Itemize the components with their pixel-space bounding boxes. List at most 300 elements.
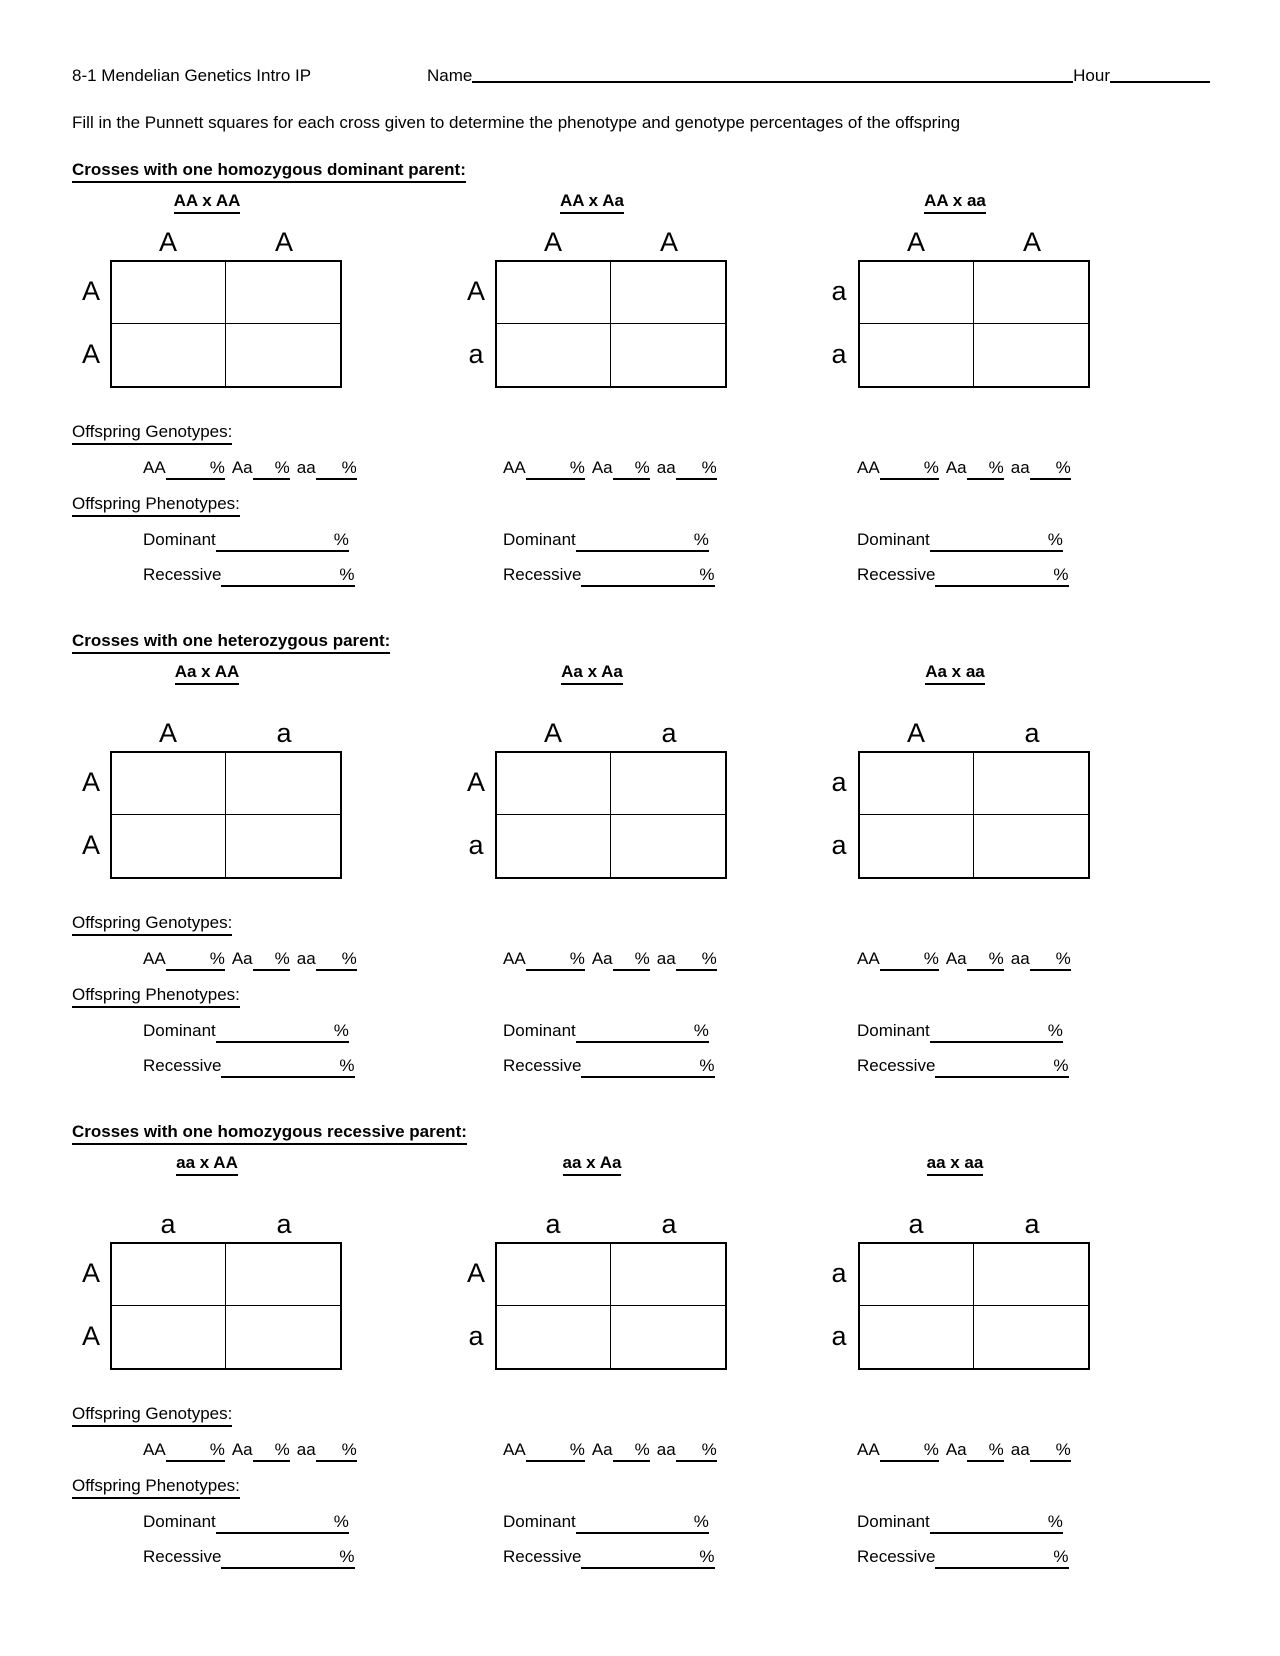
recessive-blank [935, 565, 1068, 587]
genotype-AA-label: AA [503, 458, 526, 477]
genotype-aa-label: aa [656, 949, 676, 968]
percent-sign: % [209, 458, 225, 477]
offspring-phenotypes-heading-row [72, 985, 1210, 1008]
recessive-answers-row [72, 1547, 1210, 1569]
top-allele-label: A [158, 718, 177, 748]
recessive-label: Recessive [143, 1056, 222, 1075]
punnett-body [457, 260, 820, 388]
name-label: Name [427, 66, 473, 85]
punnett-top-labels [820, 224, 1210, 260]
percent-sign: % [699, 1056, 715, 1075]
genotype-AA-label: AA [503, 949, 526, 968]
cross-title-wrap [457, 1153, 727, 1176]
cross-title: aa x AA [176, 1153, 238, 1176]
genotype-line [820, 949, 1210, 971]
cross [457, 191, 820, 388]
percent-sign: % [1055, 1440, 1071, 1459]
genotype-line [457, 458, 820, 480]
punnett-cell [112, 262, 226, 324]
recessive-answers-row [72, 565, 1210, 587]
left-allele-label: a [468, 830, 484, 860]
punnett-cell [974, 1244, 1088, 1306]
genotype-AA-blank [166, 1440, 225, 1462]
top-allele-label: a [545, 1209, 561, 1239]
left-allele-label: a [831, 767, 847, 797]
genotype-Aa-label: Aa [231, 458, 253, 477]
punnett-square [72, 1206, 457, 1370]
left-allele-label: A [81, 339, 100, 369]
punnett-cell [497, 324, 611, 386]
offspring-genotypes-heading-row [72, 913, 1210, 936]
recessive-line [72, 1056, 457, 1078]
genotype-answers-row [72, 458, 1210, 480]
dominant-line [457, 1021, 820, 1043]
punnett-body [72, 260, 457, 388]
percent-sign: % [569, 949, 585, 968]
punnett-body [820, 260, 1210, 388]
punnett-grid [858, 260, 1090, 388]
punnett-cell [497, 262, 611, 324]
genotype-aa-label: aa [296, 458, 316, 477]
percent-sign: % [923, 949, 939, 968]
punnett-square [820, 715, 1210, 879]
punnett-cell [860, 753, 974, 815]
recessive-label: Recessive [857, 565, 936, 584]
punnett-square [820, 1206, 1210, 1370]
offspring-genotypes-heading: Offspring Genotypes: [72, 913, 232, 936]
dominant-blank [216, 1512, 349, 1534]
dominant-label: Dominant [503, 1021, 576, 1040]
section-heading: Crosses with one homozygous recessive parent: [72, 1122, 467, 1145]
left-allele-label: a [831, 339, 847, 369]
punnett-cell [611, 753, 725, 815]
percent-sign: % [699, 565, 715, 584]
punnett-cell [860, 1244, 974, 1306]
genotype-aa-label: aa [1010, 1440, 1030, 1459]
dominant-line [72, 530, 457, 552]
punnett-grid [495, 751, 727, 879]
recessive-answers-row [72, 1056, 1210, 1078]
percent-sign: % [988, 1440, 1004, 1459]
recessive-label: Recessive [503, 1056, 582, 1075]
genotype-line [457, 949, 820, 971]
genotype-line [457, 1440, 820, 1462]
document-title: 8-1 Mendelian Genetics Intro IP [72, 66, 312, 85]
recessive-blank [221, 1056, 354, 1078]
top-allele-label: a [1024, 718, 1040, 748]
cross-title-wrap [457, 191, 727, 214]
punnett-cell [860, 1306, 974, 1368]
cross-title-wrap [72, 662, 342, 685]
dominant-blank [576, 1021, 709, 1043]
punnett-body [820, 1242, 1210, 1370]
percent-sign: % [1053, 1056, 1069, 1075]
punnett-top-labels [820, 1206, 1210, 1242]
punnett-corner [72, 1206, 110, 1242]
dominant-answers-row [72, 530, 1210, 552]
punnett-grid [110, 260, 342, 388]
genotype-aa-label: aa [656, 1440, 676, 1459]
genotype-Aa-blank [613, 949, 650, 971]
percent-sign: % [209, 949, 225, 968]
percent-sign: % [988, 949, 1004, 968]
genotype-AA-blank [166, 458, 225, 480]
percent-sign: % [693, 1021, 709, 1040]
genotype-AA-blank [166, 949, 225, 971]
punnett-body [72, 751, 457, 879]
genotype-AA-blank [880, 949, 939, 971]
punnett-cell [226, 1244, 340, 1306]
recessive-line [820, 1056, 1210, 1078]
punnett-top-labels [72, 224, 457, 260]
percent-sign: % [1047, 530, 1063, 549]
punnett-corner [72, 224, 110, 260]
punnett-grid [495, 1242, 727, 1370]
punnett-left-labels [72, 751, 110, 879]
section-heading-row [72, 631, 1210, 654]
top-allele-label: a [661, 718, 677, 748]
left-allele-label: A [466, 767, 485, 797]
dominant-label: Dominant [143, 1021, 216, 1040]
punnett-cell [974, 753, 1088, 815]
percent-sign: % [923, 458, 939, 477]
dominant-line [820, 530, 1210, 552]
genotype-answers-row [72, 1440, 1210, 1462]
percent-sign: % [701, 1440, 717, 1459]
punnett-square [72, 224, 457, 388]
top-allele-label: a [276, 718, 292, 748]
genotype-Aa-blank [253, 1440, 290, 1462]
cross-title-wrap [457, 662, 727, 685]
top-allele-label: a [908, 1209, 924, 1239]
punnett-body [820, 751, 1210, 879]
genotype-AA-label: AA [143, 458, 166, 477]
punnett-left-labels [457, 260, 495, 388]
punnett-cell [974, 324, 1088, 386]
percent-sign: % [1053, 1547, 1069, 1566]
genotype-aa-blank [676, 949, 717, 971]
recessive-line [72, 1547, 457, 1569]
dominant-label: Dominant [857, 1512, 930, 1531]
dominant-blank [216, 530, 349, 552]
percent-sign: % [339, 1056, 355, 1075]
cross [72, 191, 457, 388]
punnett-cell [611, 262, 725, 324]
recessive-blank [221, 1547, 354, 1569]
genotype-line [820, 458, 1210, 480]
genotype-line [820, 1440, 1210, 1462]
cross-section [72, 160, 1210, 587]
punnett-corner [457, 1206, 495, 1242]
top-allele-label: a [276, 1209, 292, 1239]
percent-sign: % [339, 565, 355, 584]
genotype-AA-label: AA [857, 458, 880, 477]
punnett-cell [112, 1244, 226, 1306]
dominant-blank [576, 530, 709, 552]
dominant-label: Dominant [857, 530, 930, 549]
top-allele-label: A [543, 227, 562, 257]
punnett-corner [457, 715, 495, 751]
percent-sign: % [634, 458, 650, 477]
genotype-aa-label: aa [656, 458, 676, 477]
punnett-left-labels [72, 260, 110, 388]
punnett-top-labels [72, 1206, 457, 1242]
left-allele-label: A [466, 276, 485, 306]
genotype-AA-blank [526, 1440, 585, 1462]
punnett-cell [974, 815, 1088, 877]
recessive-label: Recessive [143, 565, 222, 584]
percent-sign: % [1055, 458, 1071, 477]
punnett-square [72, 715, 457, 879]
dominant-line [820, 1512, 1210, 1534]
genotype-Aa-label: Aa [231, 949, 253, 968]
punnett-left-labels [820, 1242, 858, 1370]
cross-title: Aa x AA [175, 662, 240, 685]
recessive-blank [935, 1547, 1068, 1569]
genotype-aa-blank [676, 458, 717, 480]
left-allele-label: A [81, 1321, 100, 1351]
dominant-label: Dominant [143, 1512, 216, 1531]
name-blank-line [472, 80, 1073, 83]
left-allele-label: a [468, 1321, 484, 1351]
punnett-cell [611, 815, 725, 877]
genotype-aa-blank [1030, 949, 1071, 971]
section-heading-row [72, 160, 1210, 183]
genotype-AA-label: AA [857, 949, 880, 968]
punnett-left-labels [457, 751, 495, 879]
offspring-phenotypes-heading: Offspring Phenotypes: [72, 494, 240, 517]
genotype-Aa-label: Aa [591, 949, 613, 968]
cross-title: AA x AA [174, 191, 241, 214]
punnett-corner [820, 224, 858, 260]
dominant-line [72, 1512, 457, 1534]
punnett-cell [860, 262, 974, 324]
cross [820, 191, 1210, 388]
percent-sign: % [634, 949, 650, 968]
genotype-aa-blank [316, 949, 357, 971]
cross [72, 1153, 457, 1370]
punnett-cell [497, 815, 611, 877]
cross-title: aa x Aa [563, 1153, 622, 1176]
genotype-AA-label: AA [857, 1440, 880, 1459]
genotype-AA-blank [880, 1440, 939, 1462]
dominant-blank [930, 1512, 1063, 1534]
punnett-cell [226, 1306, 340, 1368]
punnett-square [457, 224, 820, 388]
genotype-AA-blank [880, 458, 939, 480]
cross-title: AA x Aa [560, 191, 624, 214]
top-allele-label: A [274, 227, 293, 257]
percent-sign: % [569, 1440, 585, 1459]
punnett-cell [112, 753, 226, 815]
genotype-aa-label: aa [1010, 458, 1030, 477]
left-allele-label: a [831, 830, 847, 860]
genotype-Aa-blank [967, 1440, 1004, 1462]
punnett-cell [112, 815, 226, 877]
percent-sign: % [701, 949, 717, 968]
cross-title-wrap [72, 191, 342, 214]
punnett-cell [226, 753, 340, 815]
genotype-Aa-label: Aa [591, 1440, 613, 1459]
offspring-genotypes-heading-row [72, 1404, 1210, 1427]
dominant-line [72, 1021, 457, 1043]
crosses-row [72, 191, 1210, 388]
left-allele-label: a [831, 1258, 847, 1288]
cross-section [72, 1122, 1210, 1569]
recessive-label: Recessive [503, 1547, 582, 1566]
sections-container [72, 160, 1210, 1569]
punnett-left-labels [820, 751, 858, 879]
percent-sign: % [209, 1440, 225, 1459]
recessive-label: Recessive [143, 1547, 222, 1566]
offspring-genotypes-heading: Offspring Genotypes: [72, 422, 232, 445]
crosses-row [72, 662, 1210, 879]
cross-title-wrap [72, 1153, 342, 1176]
punnett-left-labels [457, 1242, 495, 1370]
recessive-line [820, 1547, 1210, 1569]
offspring-genotypes-heading: Offspring Genotypes: [72, 1404, 232, 1427]
recessive-line [72, 565, 457, 587]
percent-sign: % [569, 458, 585, 477]
genotype-Aa-blank [967, 458, 1004, 480]
instructions-text: Fill in the Punnett squares for each cross given to determine the phenotype and genotype percentages of the offspring [72, 113, 961, 132]
percent-sign: % [634, 1440, 650, 1459]
genotype-aa-label: aa [296, 1440, 316, 1459]
section-heading: Crosses with one heterozygous parent: [72, 631, 390, 654]
percent-sign: % [341, 1440, 357, 1459]
genotype-aa-label: aa [296, 949, 316, 968]
genotype-AA-blank [526, 458, 585, 480]
genotype-answers-row [72, 949, 1210, 971]
cross [457, 1153, 820, 1370]
punnett-cell [112, 1306, 226, 1368]
dominant-blank [576, 1512, 709, 1534]
punnett-cell [611, 1244, 725, 1306]
dominant-blank [930, 1021, 1063, 1043]
percent-sign: % [333, 1512, 349, 1531]
offspring-phenotypes-heading-row [72, 1476, 1210, 1499]
cross-title: AA x aa [924, 191, 986, 214]
recessive-blank [221, 565, 354, 587]
top-allele-label: a [1024, 1209, 1040, 1239]
percent-sign: % [341, 949, 357, 968]
punnett-top-labels [457, 224, 820, 260]
punnett-square [457, 1206, 820, 1370]
punnett-left-labels [72, 1242, 110, 1370]
genotype-aa-blank [316, 458, 357, 480]
dominant-blank [930, 530, 1063, 552]
punnett-corner [820, 715, 858, 751]
dominant-label: Dominant [503, 530, 576, 549]
recessive-blank [581, 565, 714, 587]
top-allele-label: A [906, 718, 925, 748]
section-heading: Crosses with one homozygous dominant parent: [72, 160, 466, 183]
cross-title: Aa x Aa [561, 662, 623, 685]
recessive-blank [935, 1056, 1068, 1078]
dominant-blank [216, 1021, 349, 1043]
recessive-line [457, 1056, 820, 1078]
page-header [72, 66, 1210, 86]
punnett-top-labels [72, 715, 457, 751]
punnett-cell [226, 815, 340, 877]
percent-sign: % [693, 530, 709, 549]
dominant-label: Dominant [143, 530, 216, 549]
recessive-line [457, 565, 820, 587]
left-allele-label: A [81, 767, 100, 797]
punnett-cell [226, 262, 340, 324]
percent-sign: % [1053, 565, 1069, 584]
percent-sign: % [1047, 1021, 1063, 1040]
punnett-corner [457, 224, 495, 260]
percent-sign: % [333, 530, 349, 549]
genotype-Aa-blank [613, 458, 650, 480]
percent-sign: % [699, 1547, 715, 1566]
offspring-phenotypes-heading: Offspring Phenotypes: [72, 985, 240, 1008]
genotype-Aa-blank [967, 949, 1004, 971]
top-allele-label: A [543, 718, 562, 748]
genotype-line [72, 949, 457, 971]
punnett-grid [110, 1242, 342, 1370]
dominant-line [820, 1021, 1210, 1043]
cross-title-wrap [820, 1153, 1090, 1176]
punnett-body [457, 751, 820, 879]
percent-sign: % [1055, 949, 1071, 968]
genotype-aa-blank [1030, 458, 1071, 480]
punnett-square [457, 715, 820, 879]
genotype-AA-label: AA [503, 1440, 526, 1459]
top-allele-label: a [661, 1209, 677, 1239]
percent-sign: % [701, 458, 717, 477]
genotype-Aa-label: Aa [945, 1440, 967, 1459]
percent-sign: % [274, 949, 290, 968]
recessive-blank [581, 1056, 714, 1078]
recessive-label: Recessive [503, 565, 582, 584]
cross-section [72, 631, 1210, 1078]
genotype-AA-label: AA [143, 1440, 166, 1459]
genotype-line [72, 458, 457, 480]
left-allele-label: a [831, 276, 847, 306]
recessive-label: Recessive [857, 1547, 936, 1566]
section-heading-row [72, 1122, 1210, 1145]
top-allele-label: A [906, 227, 925, 257]
punnett-cell [974, 1306, 1088, 1368]
left-allele-label: A [81, 1258, 100, 1288]
punnett-top-labels [457, 1206, 820, 1242]
cross-title-wrap [820, 191, 1090, 214]
genotype-aa-blank [316, 1440, 357, 1462]
genotype-line [72, 1440, 457, 1462]
punnett-cell [497, 753, 611, 815]
dominant-answers-row [72, 1512, 1210, 1534]
genotype-Aa-blank [253, 458, 290, 480]
top-allele-label: A [659, 227, 678, 257]
genotype-Aa-blank [253, 949, 290, 971]
punnett-left-labels [820, 260, 858, 388]
cross-title: Aa x aa [925, 662, 985, 685]
offspring-genotypes-heading-row [72, 422, 1210, 445]
percent-sign: % [1047, 1512, 1063, 1531]
left-allele-label: A [81, 830, 100, 860]
genotype-aa-label: aa [1010, 949, 1030, 968]
punnett-body [72, 1242, 457, 1370]
dominant-label: Dominant [857, 1021, 930, 1040]
dominant-label: Dominant [503, 1512, 576, 1531]
hour-blank-line [1110, 80, 1210, 83]
punnett-cell [112, 324, 226, 386]
cross-title-wrap [820, 662, 1090, 685]
percent-sign: % [693, 1512, 709, 1531]
recessive-line [820, 565, 1210, 587]
